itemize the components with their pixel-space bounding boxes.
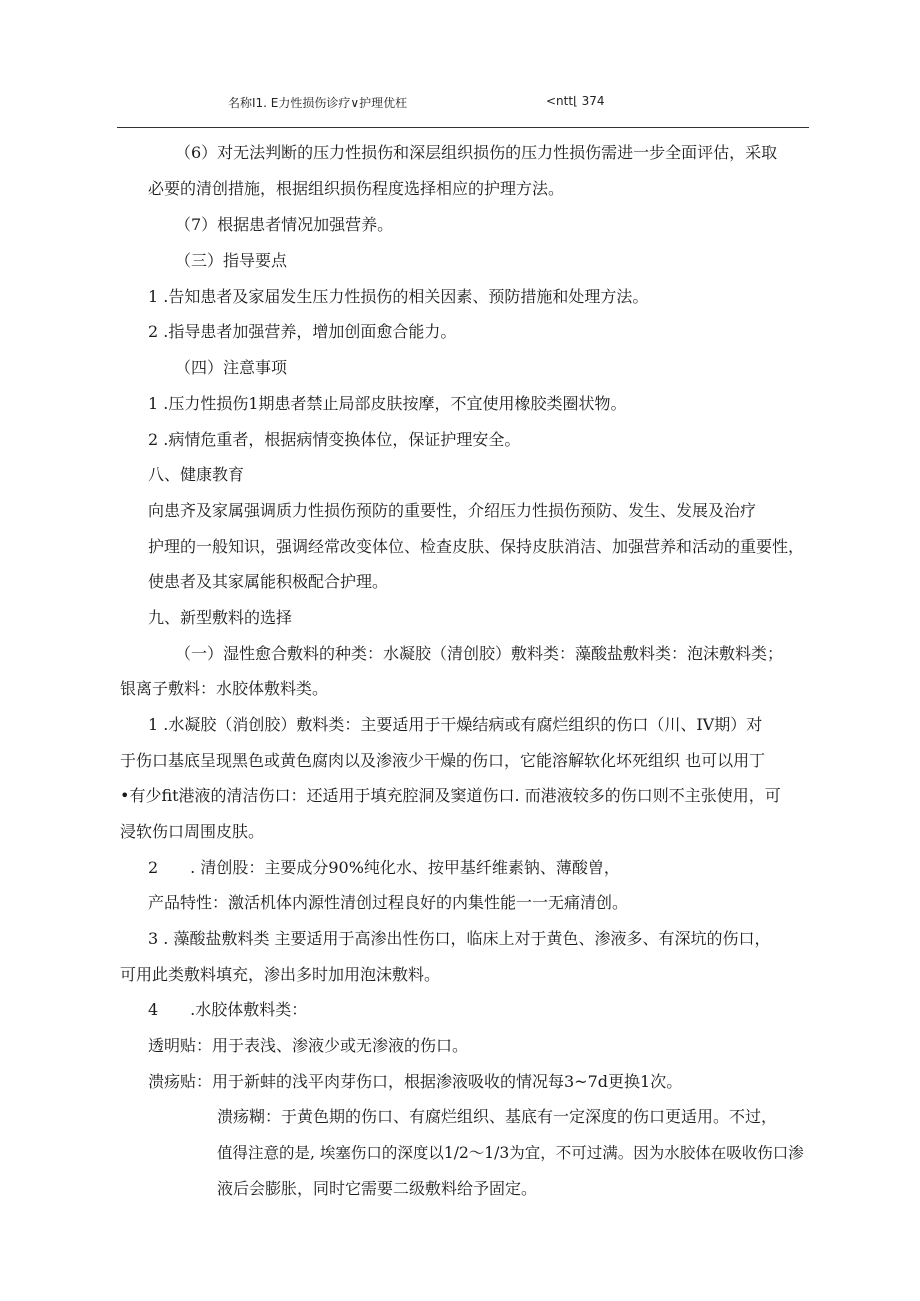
text-line: （6）对无法判断的压力性损伤和深层组织损伤的压力性损伤需进一步全面评估，采取 xyxy=(175,143,778,162)
header-code: <ntt⌊ 374 xyxy=(546,94,605,108)
text-line: 1 .水凝胶（消创胶）敷料类：主要适用于干燥结病或有腐烂组织的伤口（川、IV期）对 xyxy=(148,715,763,734)
text-line: 浸软伤口周围皮肤。 xyxy=(120,822,265,841)
text-line: 3 . 藻酸盐敷料类 主要适用于高渗出性伤口，临床上对于黄色、渗液多、有深坑的伤口， xyxy=(148,929,771,948)
header-title: 名称I1. E力性损伤诊疗∨护理优枉 xyxy=(228,96,408,110)
text-line: 液后会膨胀，同时它需要二级敷料给予固定。 xyxy=(217,1179,538,1198)
text-line: （一）湿性愈合敷料的种类：水凝胶（清创胶）敷料类：藻酸盐敷料类：泡沫敷料类； xyxy=(175,644,784,663)
text-line: 于伤口基底呈现黑色或黄色腐肉以及渗液少干燥的伤口，它能溶解软化坏死组织 也可以用丁 xyxy=(120,751,766,770)
text-line: 4 .水胶体敷料类： xyxy=(148,1000,308,1019)
text-line: 银离子敷料：水胶体敷料类。 xyxy=(120,679,329,698)
section-heading: 八、健康教育 xyxy=(148,465,245,484)
text-line: 1 .告知患者及家届发生压力性损伤的相关因素、预防措施和处理方法。 xyxy=(148,287,649,306)
text-line: （7）根据患者情况加强营养。 xyxy=(175,215,394,234)
section-heading: （三）指导要点 xyxy=(175,251,288,270)
text-line: 使患者及其家属能积极配合护理。 xyxy=(148,572,389,591)
text-line: 1 .压力性损伤1期患者禁止局部皮肤按摩，不宜使用橡胶类圈状物。 xyxy=(148,394,627,413)
text-line: •有少fit港液的清洁伤口：还适用于填充腔洞及窦道伤口. 而港液较多的伤口则不主张使用，可 xyxy=(120,786,781,805)
text-line: 值得注意的是, 埃塞伤口的深度以1/2～1/3为宜，不可过满。因为水胶体在吸收伤口渗 xyxy=(217,1144,804,1162)
text-line: 2 . 清创股：主要成分90%纯化水、按甲基纤维素钠、薄酸曽， xyxy=(148,858,620,877)
section-heading: 九、新型敷料的选择 xyxy=(148,608,293,627)
text-line: 必要的清创措施，根据组织损伤程度选择相应的护理方法。 xyxy=(148,179,565,198)
text-line: 产品特性：激活机体内源性清创过程良好的内集性能一一无痛清创。 xyxy=(148,893,629,912)
text-line: 护理的一般知识，强调经常改变体位、检查皮肤、保持皮肤消洁、加强营养和活动的重要性， xyxy=(148,537,805,556)
header-rule xyxy=(117,127,809,128)
text-line: 透明贴：用于表浅、渗液少或无渗液的伤口。 xyxy=(148,1036,469,1055)
text-line: 2 .指导患者加强营养，增加创面愈合能力。 xyxy=(148,322,457,341)
text-line: 溃疡糊：于黄色期的伤口、有腐烂组织、基底有一定深度的伤口更适用。不过， xyxy=(217,1107,778,1126)
page-header xyxy=(0,94,920,114)
text-line: 可用此类敷料填充，渗出多时加用泡沫敷料。 xyxy=(120,965,441,984)
text-line: 2 .病情危重者，根据病情变换体位，保证护理安全。 xyxy=(148,430,521,449)
text-line: 向患齐及家属强调质力性损伤预防的重要性，介绍压力性损伤预防、发生、发展及治疗 xyxy=(148,501,757,520)
text-line: 溃疡贴：用于新蚌的浅平肉芽伤口，根据渗液吸收的情况每3~7d更换1次。 xyxy=(148,1072,683,1091)
section-heading: （四）注意事项 xyxy=(175,358,288,377)
